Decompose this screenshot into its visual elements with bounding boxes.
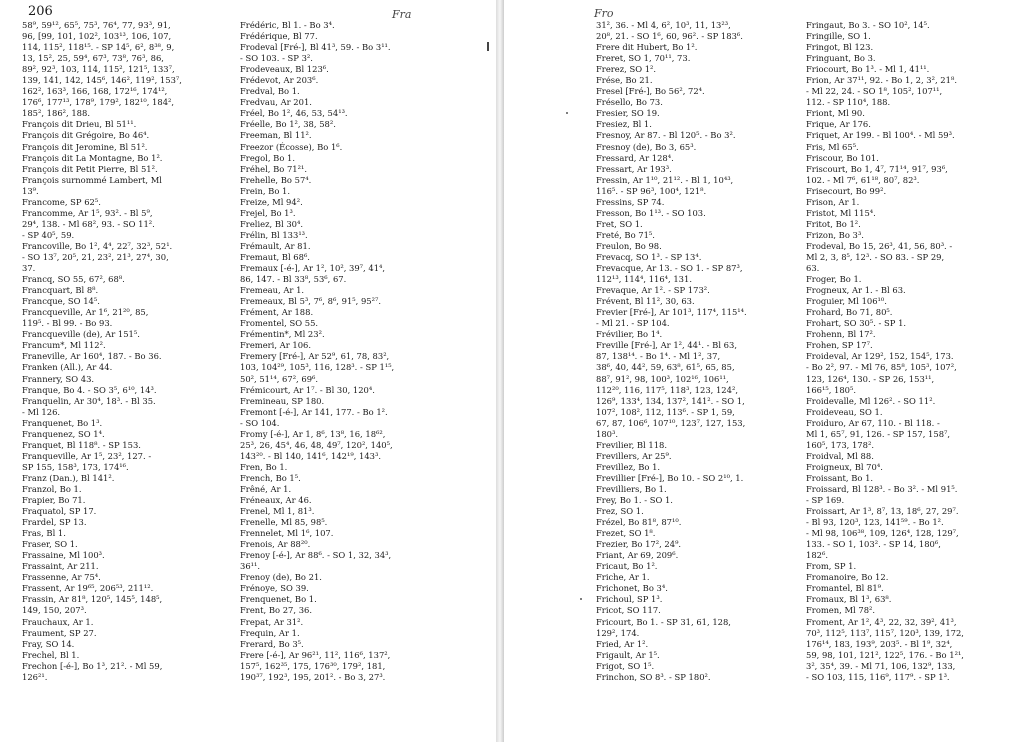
index-entry-line: Francq, SO 55, 67², 68⁸. xyxy=(22,274,125,285)
index-entry-line: 107², 108², 112, 113⁶. - SP 1, 59, xyxy=(596,406,735,417)
index-entry-line: 149, 150, 207³. xyxy=(22,605,87,616)
index-entry-line: Fromen, Ml 78². xyxy=(806,605,876,616)
index-entry-line: 176⁶, 177¹³, 178⁹, 179², 182¹⁰, 184², xyxy=(22,97,175,108)
index-entry-line: Frédevot, Ar 203⁶. xyxy=(240,75,319,86)
index-entry-line: Frapier, Bo 71. xyxy=(22,495,86,506)
index-entry-line: Frêné, Ar 1. xyxy=(240,483,292,494)
index-entry-line: Frévilier, Bo 1⁴. xyxy=(596,329,663,340)
index-entry-line: - SO 103, 115, 116⁹, 117⁹. - SP 1³. xyxy=(806,671,950,682)
index-entry-line: 190³⁷, 192³, 195, 201². - Bo 3, 27³. xyxy=(240,671,386,682)
index-entry-line: 102. - Ml 7⁶, 61¹⁸, 80⁷, 82³. xyxy=(806,174,920,185)
index-entry-line: 103, 104²⁹, 105³, 116, 128³. - SP 1¹⁵, xyxy=(240,362,395,373)
index-entry-line: 29⁴, 138. - Ml 68², 93. - SO 11². xyxy=(22,218,155,229)
index-entry-line: Fringille, SO 1. xyxy=(806,31,871,42)
index-entry-line: Frenelle, Ml 85, 98⁵. xyxy=(240,517,328,528)
index-entry-line: Fringot, Bl 123. xyxy=(806,42,874,53)
index-entry-line: Fréelle, Bo 1², 38, 58². xyxy=(240,119,336,130)
index-entry-line: 3², 35⁴, 39. - Ml 71, 106, 132⁹, 133, xyxy=(806,660,956,671)
index-entry-line: Frohard, Bo 71, 80⁵. xyxy=(806,307,893,318)
index-entry-line: Frejel, Bo 1³. xyxy=(240,207,296,218)
index-entry-line: Frepat, Ar 31². xyxy=(240,616,304,627)
index-entry-line: 157⁵, 162³⁵, 175, 176³⁰, 179², 181, xyxy=(240,660,386,671)
index-entry-line: Frohenn, Bl 17². xyxy=(806,329,876,340)
index-entry-line: Fremont [-é-], Ar 141, 177. - Bo 1². xyxy=(240,406,388,417)
index-entry-line: - Ml 126. xyxy=(22,406,61,417)
index-entry-line: 116⁵. - SP 96³, 100⁴, 121⁸. xyxy=(596,185,707,196)
index-entry-line: Fris, Ml 65⁵. xyxy=(806,141,859,152)
index-entry-line: Froigneux, Bl 70⁴. xyxy=(806,461,883,472)
index-entry-line: Fremeau, Ar 1. xyxy=(240,285,305,296)
index-entry-line: - Ml 22, 24. - SO 1⁸, 105², 107¹¹, xyxy=(806,86,943,97)
index-entry-line: Frenoy [-é-], Ar 88⁶. - SO 1, 32, 34³, xyxy=(240,550,392,561)
index-entry-line: 182⁶. xyxy=(806,550,829,561)
index-entry-line: Frémicourt, Ar 1⁷. - Bl 30, 120⁴. xyxy=(240,384,375,395)
index-entry-line: 160⁵, 173, 178². xyxy=(806,439,874,450)
index-entry-line: Fremery [Fré-], Ar 52⁹, 61, 78, 83², xyxy=(240,351,390,362)
index-entry-line: Frassaine, Ml 100³. xyxy=(22,550,105,561)
index-entry-line: Franquenez, SO 1⁴. xyxy=(22,428,105,439)
index-entry-line: Fresiez, Bl 1. xyxy=(596,119,652,130)
index-entry-line: 112²⁰, 116, 117⁵, 118³, 123, 124², xyxy=(596,384,738,395)
index-entry-line: Franeville, Ar 160⁴, 187. - Bo 36. xyxy=(22,351,162,362)
index-entry-line: 88⁷, 91², 98, 100³, 102¹⁶, 106¹¹, xyxy=(596,373,729,384)
running-head-right: Fro xyxy=(594,7,614,20)
index-entry-line: Frein, Bo 1. xyxy=(240,185,291,196)
index-entry-line: Frechon [-é-], Bo 1³, 21². - Ml 59, xyxy=(22,660,163,671)
index-entry-line: 20⁸, 21. - SO 1⁶, 60, 96². - SP 183⁶. xyxy=(596,31,743,42)
index-entry-line: Frassent, Ar 19⁶⁵, 206⁵³, 211¹². xyxy=(22,583,154,594)
index-entry-line: Fremaux [-é-], Ar 1², 10², 39⁷, 41⁴, xyxy=(240,263,386,274)
index-entry-line: Frodeval [Fré-], Bl 41³, 59. - Bo 3¹¹. xyxy=(240,42,391,53)
index-entry-line: 133. - SO 1, 103². - SP 14, 180⁶, xyxy=(806,539,941,550)
index-entry-line: 185², 186², 188. xyxy=(22,108,90,119)
index-entry-line: 70³, 112⁵, 113⁷, 115⁷, 120³, 139, 172, xyxy=(806,627,964,638)
index-entry-line: Frezier, Bo 17², 24⁹. xyxy=(596,539,682,550)
index-entry-line: 119⁵. - Bl 99. - Bo 93. xyxy=(22,318,113,329)
index-entry-line: Frémault, Ar 81. xyxy=(240,240,311,251)
index-entry-line: Frenois, Ar 88²⁰. xyxy=(240,539,311,550)
index-entry-line: Fras, Bl 1. xyxy=(22,528,66,539)
index-entry-line: Fressin, Ar 1¹⁰, 21¹². - Bl 1, 10⁴³, xyxy=(596,174,734,185)
index-column-2 xyxy=(240,20,490,683)
index-entry-line: Freret, SO 1, 70¹¹, 73. xyxy=(596,53,691,64)
index-entry-line: Francqueville, Ar 1⁶, 21²⁰, 85, xyxy=(22,307,149,318)
index-entry-line: Frévent, Bl 11², 30, 63. xyxy=(596,296,695,307)
index-entry-line: Frauchaux, Ar 1. xyxy=(22,616,94,627)
index-entry-line: François dit Petit Pierre, Bl 51². xyxy=(22,163,158,174)
index-entry-line: Ml 1, 65⁷, 91, 126. - SP 157, 158⁷, xyxy=(806,428,951,439)
index-entry-line: François dit Drieu, Bl 51¹¹. xyxy=(22,119,137,130)
index-entry-line: 114, 115², 118¹⁵. - SP 14⁵, 6², 8³⁸, 9, xyxy=(22,42,175,53)
index-entry-line: Frigot, SO 1⁵. xyxy=(596,660,655,671)
index-entry-line: Fristot, Ml 115⁴. xyxy=(806,207,876,218)
index-entry-line: 13⁹. xyxy=(22,185,39,196)
index-entry-line: Franquelin, Ar 30⁴, 18³. - Bl 35. xyxy=(22,395,156,406)
index-entry-line: Frichoul, SP 1³. xyxy=(596,594,663,605)
index-entry-line: Froger, Bo 1. xyxy=(806,274,862,285)
index-entry-line: Fricourt, Bo 1. - SP 31, 61, 128, xyxy=(596,616,731,627)
index-entry-line: Friscourt, Bo 1, 4⁷, 71¹⁴, 91⁷, 93⁶, xyxy=(806,163,948,174)
index-entry-line: 37. xyxy=(22,263,36,274)
index-entry-line: Frevaque, Ar 1². - SP 173². xyxy=(596,285,710,296)
index-entry-line: Froideveau, SO 1. xyxy=(806,406,883,417)
index-entry-line: Frevillers, Ar 25⁹. xyxy=(596,450,672,461)
index-entry-line: 36¹¹. xyxy=(240,561,261,572)
index-entry-line: Fréhel, Bo 71²¹. xyxy=(240,163,308,174)
index-entry-line: 176¹⁴, 183, 193⁹, 203⁵. - Bl 1⁹, 32⁴, xyxy=(806,638,953,649)
index-entry-line: François dit La Montagne, Bo 1². xyxy=(22,152,163,163)
index-entry-line: 63. xyxy=(806,263,820,274)
index-entry-line: 38⁶, 40, 44², 59, 63⁸, 61⁵, 65, 85, xyxy=(596,362,735,373)
index-entry-line: Froissant, Bo 1. xyxy=(806,472,874,483)
index-entry-line: Friscour, Bo 101. xyxy=(806,152,879,163)
index-entry-line: 86, 147. - Bl 33⁸, 53⁶, 67. xyxy=(240,274,347,285)
index-entry-line: Ml 2, 3, 8⁵, 12³. - SO 83. - SP 29, xyxy=(806,251,945,262)
index-entry-line: Friont, Ml 90. xyxy=(806,108,865,119)
index-entry-line: Fricot, SO 117. xyxy=(596,605,661,616)
index-entry-line: Frénoye, SO 39. xyxy=(240,583,309,594)
index-entry-line: Froment, Ar 1², 4³, 22, 32, 39², 41³, xyxy=(806,616,957,627)
index-entry-line: Francum*, Ml 112². xyxy=(22,340,106,351)
index-entry-line: Friquet, Ar 199. - Bl 100⁴. - Ml 59³. xyxy=(806,130,955,141)
index-entry-line: - Bl 93, 120³, 123, 141⁵⁹. - Bo 1². xyxy=(806,517,944,528)
index-entry-line: Fredvau, Ar 201. xyxy=(240,97,312,108)
index-entry-line: Fried, Ar 1². xyxy=(596,638,649,649)
index-entry-line: Fresnoy (de), Bo 3, 65³. xyxy=(596,141,697,152)
index-entry-line: Fringuant, Bo 3. xyxy=(806,53,876,64)
index-entry-line: Frézel, Bo 81⁸, 87¹⁰. xyxy=(596,517,682,528)
index-entry-line: 126²¹. xyxy=(22,671,48,682)
index-entry-line: Franqueville, Ar 1⁵, 23², 127. - xyxy=(22,450,152,461)
index-entry-line: Fraser, SO 1. xyxy=(22,539,78,550)
index-entry-line: Fresel [Fré-], Bo 56², 72⁴. xyxy=(596,86,705,97)
index-entry-line: 129², 174. xyxy=(596,627,640,638)
index-entry-line: Frequin, Ar 1. xyxy=(240,627,300,638)
index-entry-line: 58⁹, 59¹², 65⁵, 75³, 76⁴, 77, 93³, 91, xyxy=(22,20,171,30)
index-entry-line: Fremeri, Ar 106. xyxy=(240,340,312,351)
index-entry-line: Fraquatol, SP 17. xyxy=(22,506,97,517)
index-entry-line: Frédéric, Bl 1. - Bo 3⁴. xyxy=(240,20,335,30)
index-entry-line: Frizon, Bo 3³. xyxy=(806,229,864,240)
index-entry-line: Frere [-é-], Ar 96²¹, 11², 116⁶, 137², xyxy=(240,649,391,660)
index-entry-line: Frenquenet, Bo 1. xyxy=(240,594,317,605)
index-entry-line: 166¹⁵, 180⁵. xyxy=(806,384,857,395)
index-entry-line: Frechel, Bl 1. xyxy=(22,649,80,660)
index-entry-line: Frevilier, Bl 118. xyxy=(596,439,668,450)
index-entry-line: 87, 138¹⁴. - Bo 1⁴. - Ml 1², 37, xyxy=(596,351,721,362)
index-entry-line: Froguier, Ml 106¹⁰. xyxy=(806,296,887,307)
index-entry-line: Fremeaux, Bl 5³, 7⁶, 8⁶, 91⁵, 95²⁷. xyxy=(240,296,382,307)
index-entry-line: Frevacq, SO 1³. - SP 13⁴. xyxy=(596,251,702,262)
index-entry-line: Francque, SO 14⁵. xyxy=(22,296,100,307)
index-entry-line: Fringaut, Bo 3. - SO 10², 14⁵. xyxy=(806,20,930,30)
index-entry-line: 139, 141, 142, 145⁶, 146², 119², 153⁷, xyxy=(22,75,182,86)
index-entry-line: Frevillier [Fré-], Bo 10. - SO 2¹⁰, 1. xyxy=(596,472,744,483)
index-entry-line: Fredval, Bo 1. xyxy=(240,86,300,97)
index-entry-line: 67, 87, 106⁶, 107¹⁰, 123⁷, 127, 153, xyxy=(596,417,746,428)
index-column-1 xyxy=(22,20,240,683)
index-entry-line: Froideval, Ar 129², 152, 154⁵, 173. xyxy=(806,351,954,362)
index-entry-line: Freulon, Bo 98. xyxy=(596,240,662,251)
index-entry-line: Frevacque, Ar 13. - SO 1. - SP 87³, xyxy=(596,263,743,274)
index-entry-line: 180³. xyxy=(596,428,619,439)
index-entry-line: - Bo 2², 97. - Ml 76, 85⁸, 105³, 107², xyxy=(806,362,957,373)
index-entry-line: - SO 104. xyxy=(240,417,280,428)
margin-dot xyxy=(566,112,568,114)
index-entry-line: Frezet, SO 1⁸. xyxy=(596,528,656,539)
index-entry-line: Frinchon, SO 8³. - SP 180². xyxy=(596,671,711,682)
index-entry-line: Freville [Fré-], Ar 1², 44¹. - Bl 63, xyxy=(596,340,737,351)
index-entry-line: Froissart, Ar 1³, 8⁷, 13, 18⁶, 27, 29⁷. xyxy=(806,506,959,517)
page-number: 206 xyxy=(28,4,53,19)
index-entry-line: Fressins, SP 74. xyxy=(596,196,665,207)
index-entry-line: Frehelle, Bo 57⁴. xyxy=(240,174,312,185)
index-entry-line: Friant, Ar 69, 209⁶. xyxy=(596,550,679,561)
index-entry-line: French, Bo 1⁵. xyxy=(240,472,301,483)
index-entry-line: Fréel, Bo 1², 46, 53, 54¹³. xyxy=(240,108,348,119)
index-entry-line: Franque, Bo 4. - SO 3⁵, 6¹⁰, 14³. xyxy=(22,384,157,395)
index-entry-line: Frenel, Ml 1, 81³. xyxy=(240,506,315,517)
index-entry-line: 123, 126⁴, 130. - SP 26, 153¹¹, xyxy=(806,373,935,384)
index-entry-line: 143²⁰. - Bl 140, 141⁶, 142¹⁹, 143³. xyxy=(240,450,382,461)
index-entry-line: Frerard, Bo 3⁵. xyxy=(240,638,304,649)
index-entry-line: 126⁹, 133⁴, 134, 137², 141². - SO 1, xyxy=(596,395,745,406)
index-entry-line: Franquenet, Bo 1³. xyxy=(22,417,103,428)
index-entry-line: Frent, Bo 27, 36. xyxy=(240,605,313,616)
index-entry-line: Frichonet, Bo 3⁴. xyxy=(596,583,668,594)
index-entry-line: Frélin, Bl 133¹³. xyxy=(240,229,308,240)
index-entry-line: - SP 169. xyxy=(806,495,845,506)
index-entry-line: 13, 15², 25, 59⁴, 67³, 73⁸, 76³, 86, xyxy=(22,53,164,64)
index-entry-line: Franquet, Bl 118⁸. - SP 153. xyxy=(22,439,141,450)
index-entry-line: Fromentel, SO 55. xyxy=(240,318,319,329)
index-entry-line: Fresnoy, Ar 87. - Bl 120⁵. - Bo 3². xyxy=(596,130,736,141)
index-entry-line: Franzol, Bo 1. xyxy=(22,483,82,494)
index-entry-line: Fremaut, Bl 68⁶. xyxy=(240,251,310,262)
index-entry-line: Fraument, SP 27. xyxy=(22,627,97,638)
index-entry-line: Frigault, Ar 1⁵. xyxy=(596,649,660,660)
index-entry-line: - SO 13⁷, 20⁵, 21, 23², 21³, 27⁴, 30, xyxy=(22,251,169,262)
index-entry-line: Frez, SO 1. xyxy=(596,506,644,517)
index-entry-line: Franz (Dan.), Bl 141². xyxy=(22,472,115,483)
index-entry-line: Frique, Ar 176. xyxy=(806,119,871,130)
index-entry-line: Frion, Ar 37¹¹, 92. - Bo 1, 2, 3², 21⁸. xyxy=(806,75,957,86)
index-entry-line: Fremineau, SP 180. xyxy=(240,395,325,406)
index-entry-line: Fritot, Bo 1². xyxy=(806,218,861,229)
index-entry-line: 162², 163³, 166, 168, 172¹⁶, 174¹², xyxy=(22,86,168,97)
index-entry-line: Frere dit Hubert, Bo 1². xyxy=(596,42,698,53)
index-entry-line: Frésello, Bo 73. xyxy=(596,97,663,108)
index-entry-line: - SO 103. - SP 3². xyxy=(240,53,313,64)
index-entry-line: Frevillez, Bo 1. xyxy=(596,461,661,472)
index-entry-line: Fréneaux, Ar 46. xyxy=(240,495,312,506)
index-column-4 xyxy=(806,20,1020,683)
index-entry-line: - Ml 21. - SP 104. xyxy=(596,318,670,329)
index-entry-line: Fromy [-é-], Ar 1, 8⁶, 13⁸, 16, 18⁶², xyxy=(240,428,386,439)
index-entry-line: Francquart, Bl 8⁸. xyxy=(22,285,99,296)
index-entry-line: Frémentin*, Ml 23². xyxy=(240,329,325,340)
index-entry-line: Fresson, Bo 1¹³. - SO 103. xyxy=(596,207,706,218)
index-entry-line: Fressard, Ar 128⁴. xyxy=(596,152,674,163)
page-gutter xyxy=(496,0,504,742)
index-entry-line: Frassaint, Ar 211. xyxy=(22,561,99,572)
index-entry-line: - Ml 98, 106³⁸, 109, 126⁴, 128, 129⁷, xyxy=(806,528,959,539)
index-entry-line: Fromanoire, Bo 12. xyxy=(806,572,889,583)
index-entry-line: Frevier [Fré-], Ar 101³, 117⁴, 115¹⁴. xyxy=(596,307,747,318)
index-entry-line: SP 155, 158³, 173, 174¹⁶. xyxy=(22,461,129,472)
index-entry-line: Fressart, Ar 193³. xyxy=(596,163,672,174)
index-entry-line: Fromantel, Bl 81⁹. xyxy=(806,583,884,594)
index-entry-line: Fregol, Bo 1. xyxy=(240,152,296,163)
index-entry-line: Fricaut, Bo 1². xyxy=(596,561,658,572)
index-entry-line: Frodeval, Bo 15, 26³, 41, 56, 80³. - xyxy=(806,240,953,251)
index-entry-line: Fresier, SO 19. xyxy=(596,108,660,119)
index-entry-line: Frohart, SO 30⁵. - SP 1. xyxy=(806,318,907,329)
index-entry-line: - SP 40⁵, 59. xyxy=(22,229,75,240)
index-entry-line: Frardel, SP 13. xyxy=(22,517,87,528)
index-entry-line: Froiduro, Ar 67, 110. - Bl 118. - xyxy=(806,417,940,428)
index-entry-line: 59, 98, 101, 121², 122⁵, 176. - Bo 1²¹, xyxy=(806,649,964,660)
index-entry-line: Frisecourt, Bo 99². xyxy=(806,185,887,196)
index-entry-line: Frassenne, Ar 75⁴. xyxy=(22,572,101,583)
index-entry-line: Froidevalle, Ml 126². - SO 11². xyxy=(806,395,936,406)
index-entry-line: From, SP 1. xyxy=(806,561,857,572)
index-entry-line: Freliez, Bl 30⁴. xyxy=(240,218,303,229)
index-entry-line: 112¹³, 114⁴, 116⁴, 131. xyxy=(596,274,693,285)
index-entry-line: 96, [99, 101, 102², 103¹³, 106, 107, xyxy=(22,31,172,42)
index-entry-line: Frassin, Ar 81⁸, 120⁵, 145⁵, 148⁵, xyxy=(22,594,163,605)
index-entry-line: 112. - SP 110⁴, 188. xyxy=(806,97,891,108)
index-entry-line: Frodeveaux, Bl 123⁶. xyxy=(240,64,329,75)
index-entry-line: Frison, Ar 1. xyxy=(806,196,860,207)
index-entry-line: Frannery, SO 43. xyxy=(22,373,95,384)
index-entry-line: 50², 51¹⁴, 67², 69⁶. xyxy=(240,373,319,384)
margin-dot xyxy=(580,598,582,600)
index-entry-line: François dit Jeromine, Bl 51². xyxy=(22,141,148,152)
index-entry-line: Friocourt, Bo 1³. - Ml 1, 41¹¹. xyxy=(806,64,930,75)
index-entry-line: Fren, Bo 1. xyxy=(240,461,288,472)
index-entry-line: Frédérique, Bl 77. xyxy=(240,31,318,42)
index-entry-line: Francomme, Ar 1⁵, 93². - Bl 5⁹, xyxy=(22,207,153,218)
index-entry-line: Fromaux, Bl 1³, 63⁸. xyxy=(806,594,892,605)
index-entry-line: Frément, Ar 188. xyxy=(240,307,314,318)
index-entry-line: Frohen, SP 17⁷. xyxy=(806,340,873,351)
index-entry-line: Frevilliers, Bo 1. xyxy=(596,483,667,494)
index-entry-line: Freté, Bo 71⁵. xyxy=(596,229,655,240)
index-entry-line: Frey, Bo 1. - SO 1. xyxy=(596,495,673,506)
index-entry-line: 89², 92³, 103, 114, 115², 121⁵, 133⁷, xyxy=(22,64,175,75)
index-entry-line: François surnommé Lambert, Ml xyxy=(22,174,162,185)
index-entry-line: Frése, Bo 21. xyxy=(596,75,653,86)
index-entry-line: Frerez, SO 1². xyxy=(596,64,657,75)
index-entry-line: Frennelet, Ml 1⁶, 107. xyxy=(240,528,334,539)
running-head-left: Fra xyxy=(392,8,412,21)
index-entry-line: Freezor (Écosse), Bo 1⁶. xyxy=(240,141,343,152)
index-entry-line: Francome, SP 62⁵. xyxy=(22,196,101,207)
index-entry-line: Francqueville (de), Ar 151⁵. xyxy=(22,329,140,340)
index-entry-line: Fret, SO 1. xyxy=(596,218,643,229)
index-entry-line: 25³, 26, 45⁴, 46, 48, 49⁷, 120², 140⁵, xyxy=(240,439,393,450)
index-entry-line: Francoville, Bo 1², 4⁴, 22⁷, 32³, 52¹. xyxy=(22,240,173,251)
index-entry-line: François dit Grégoire, Bo 46⁴. xyxy=(22,130,150,141)
index-entry-line: Froissard, Bl 128³. - Bo 3². - Ml 91⁵. xyxy=(806,483,958,494)
index-entry-line: Friche, Ar 1. xyxy=(596,572,650,583)
index-entry-line: Franken (All.), Ar 44. xyxy=(22,362,113,373)
index-entry-line: Frenoy (de), Bo 21. xyxy=(240,572,322,583)
index-entry-line: Fray, SO 14. xyxy=(22,638,75,649)
index-entry-line: Frogneux, Ar 1. - Bl 63. xyxy=(806,285,906,296)
index-column-3 xyxy=(596,20,804,683)
index-entry-line: Freize, Ml 94². xyxy=(240,196,303,207)
index-entry-line: Freeman, Bl 11². xyxy=(240,130,312,141)
index-entry-line: Froidval, Ml 88. xyxy=(806,450,874,461)
index-entry-line: 31², 36. - Ml 4, 6², 10³, 11, 13²³, xyxy=(596,20,731,30)
